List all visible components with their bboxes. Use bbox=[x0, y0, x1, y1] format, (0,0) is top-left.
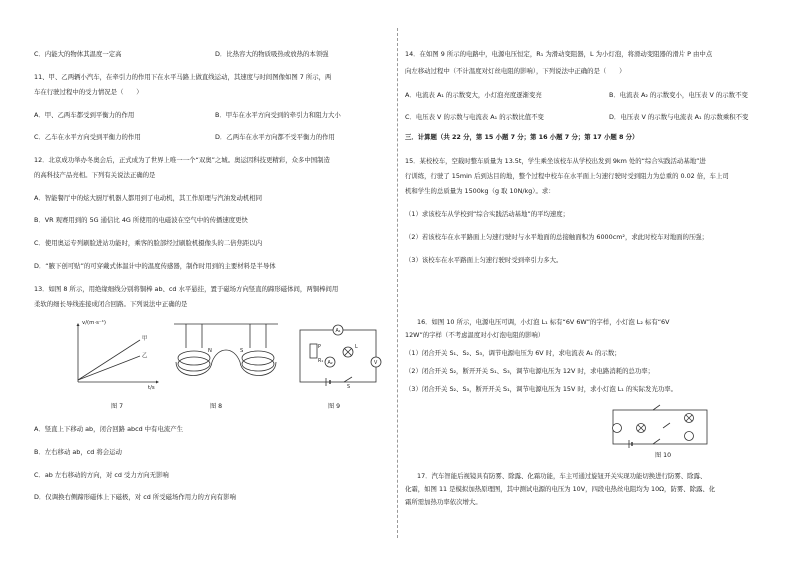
svg-text:S: S bbox=[240, 348, 244, 354]
q10-option-c: C．内能大的物体其温度一定高 bbox=[34, 50, 122, 58]
fig8-right-magnet-top bbox=[242, 351, 274, 365]
q13-option-b: B．左右移动 ab，cd 将会运动 bbox=[34, 448, 122, 456]
fig10-switch-s1 bbox=[653, 405, 660, 410]
q14-option-b: B．电流表 A₂ 的示数变小，电压表 V 的示数不变 bbox=[609, 91, 748, 99]
svg-text:R₁: R₁ bbox=[318, 359, 324, 364]
svg-text:S: S bbox=[347, 385, 351, 390]
q11-option-b: B．甲车在水平方向受到的牵引力和阻力大小 bbox=[215, 111, 341, 119]
svg-text:A₂: A₂ bbox=[327, 361, 333, 366]
q16-stem-line1: 16．如图 10 所示，电源电压可调，小灯泡 L₁ 标有“6V 6W”的字样，小灯泡 L₂ 标有“6V bbox=[417, 318, 670, 326]
fig7-line-yi-label: 乙 bbox=[142, 353, 148, 359]
fig10-switch-s3 bbox=[653, 439, 660, 444]
q16-part-3: （3）闭合开关 S₂、S₃，断开开关 S₁，调节电源电压为 15V 时，求小灯泡 L₁ 的实际发光功率。 bbox=[405, 385, 678, 393]
q17-stem-line2: 化霜，如图 11 是模拟加热原理图，其中测试电源的电压为 10V，四段电热丝电阻均为 10Ω，防雾、除露、化 bbox=[405, 485, 716, 493]
q14-option-c: C．电压表 V 的示数与电流表 A₁ 的示数比值不变 bbox=[405, 113, 544, 121]
fig7-x-arrow bbox=[156, 381, 159, 384]
fig9-rheostat bbox=[310, 344, 317, 358]
figure-10-circuit bbox=[605, 402, 715, 450]
q11-stem-line2: 车在行驶过程中的受力情况是（ ） bbox=[34, 88, 143, 96]
section-3-heading: 三．计算题（共 22 分，第 15 小题 7 分；第 16 小题 7 分；第 17 小题 8 分） bbox=[405, 133, 639, 141]
q16-part-1: （1）闭合开关 S₁、S₂、S₃，调节电源电压为 6V 时，求电流表 A₁ 的示数； bbox=[405, 349, 621, 357]
q13-stem-line1: 13．如图 8 所示，用绝缘细线分别将铜棒 ab、cd 水平悬挂，置于磁场方向竖直的蹄形磁体间，两铜棒间用 bbox=[34, 285, 339, 293]
fig10-caption: 图 10 bbox=[655, 452, 672, 459]
q15-stem-line1: 15．某校校车，空载时整车质量为 13.5t，学生乘坐该校车从学校出发到 9km 处的“综合实践活动基地”进 bbox=[405, 157, 706, 165]
q15-stem-line3: 机和学生的总质量为 1500kg（g 取 10N/kg）。求： bbox=[405, 187, 555, 195]
q10-option-d: D．比热容大的物质吸热或放热的本领强 bbox=[215, 50, 329, 58]
fig10-voltmeter bbox=[685, 432, 694, 441]
figure-7-graph bbox=[72, 322, 162, 388]
figure-9-circuit bbox=[290, 322, 386, 390]
q17-stem-line1: 17．汽车智能后视镜具有防雾、除露、化霜功能，车主可通过旋钮开关实现功能切换进行防雾、除露、 bbox=[417, 472, 707, 480]
q13-stem-line2: 柔软的细长导线连接成闭合回路。下列说法中正确的是 bbox=[34, 300, 188, 308]
q12-stem-line2: 的高科技产品亮相。下列有关说法正确的是 bbox=[34, 171, 156, 179]
q15-part-3: （3）该校车在水平路面上匀速行驶时受到牵引力多大。 bbox=[405, 256, 563, 264]
svg-text:L: L bbox=[355, 345, 358, 350]
fig7-caption: 图 7 bbox=[111, 403, 124, 410]
q16-stem-line2: 12W”的字样（不考虑温度对小灯泡电阻的影响） bbox=[405, 331, 545, 339]
q11-option-d: D．乙两车在水平方向都不受平衡力的作用 bbox=[215, 133, 335, 141]
fig8-left-magnet-bottom bbox=[178, 357, 210, 371]
q13-option-a: A．竖直上下移动 ab，闭合回路 abcd 中有电流产生 bbox=[34, 425, 184, 433]
q14-stem-line1: 14．在如图 9 所示的电路中，电源电压恒定，R₁ 为滑动变阻器，L 为小灯泡，将滑动变阻器的滑片 P 由中点 bbox=[405, 50, 713, 58]
fig9-switch bbox=[344, 377, 352, 382]
fig8-right-magnet-bottom bbox=[242, 357, 274, 371]
q12-option-d: D．“腋下创可贴”的可穿戴式体温计中的温度传感器，制作时用到的主要材料是半导体 bbox=[34, 262, 276, 270]
svg-text:A₁: A₁ bbox=[335, 329, 341, 334]
q11-stem-line1: 11、甲、乙两辆小汽车，在牵引力的作用下在水平马路上做直线运动，其速度与时间图像如图 7 所示，两 bbox=[34, 73, 332, 81]
fig8-connecting-wire bbox=[176, 350, 276, 376]
q13-option-d: D．仅调换右侧蹄形磁体上下磁极，对 cd 所受磁场作用力的方向有影响 bbox=[34, 493, 236, 501]
q13-option-c: C．ab 左右移动的方向，对 cd 受力方向无影响 bbox=[34, 471, 169, 479]
q12-option-b: B．VR 观赛用到的 5G 通信比 4G 所使用的电磁波在空气中的传播速度更快 bbox=[34, 216, 248, 224]
fig8-caption: 图 8 bbox=[210, 403, 223, 410]
fig7-y-arrow bbox=[77, 323, 80, 326]
svg-text:N: N bbox=[208, 348, 212, 354]
q14-option-a: A．电流表 A₁ 的示数变大，小灯泡亮度逐渐变亮 bbox=[405, 91, 542, 99]
fig9-caption: 图 9 bbox=[328, 403, 341, 410]
column-divider bbox=[397, 28, 398, 538]
q11-option-a: A．甲、乙两车都受到平衡力的作用 bbox=[34, 111, 135, 119]
fig10-ammeter bbox=[613, 424, 622, 433]
q14-option-d: D．电压表 V 的示数与电流表 A₁ 的示数乘积不变 bbox=[609, 113, 749, 121]
fig10-switch-s2 bbox=[663, 423, 670, 428]
q15-stem-line2: 行训练，行驶了 15min 后到达目的地，整个过程中校车在水平面上匀速行驶时受到阻力为总重的 0.02 倍，车上司 bbox=[405, 172, 729, 180]
svg-text:V: V bbox=[374, 361, 378, 366]
q12-option-c: C．使用奥运专列刷脸进站功能时，乘客的脸部经过刷脸机摄像头的二倍焦距以内 bbox=[34, 239, 263, 247]
svg-text:P: P bbox=[318, 345, 321, 350]
q12-option-a: A．智能餐厅中的炫大厨厅机器人都用到了电动机，其工作原理与汽油发动机相同 bbox=[34, 194, 263, 202]
q15-part-2: （2）若该校车在水平路面上匀速行驶时与水平地面的总接触面积为 6000cm²，求此时校车对地面的压强； bbox=[405, 233, 709, 241]
q14-stem-line2: 向左移动过程中（不计温度对灯丝电阻的影响），下列说法中正确的是（ ） bbox=[405, 67, 626, 75]
q11-option-c: C．乙车在水平方向受到平衡力的作用 bbox=[34, 133, 141, 141]
fig8-left-magnet-top bbox=[178, 351, 210, 365]
figure-8-magnets bbox=[172, 322, 280, 388]
fig7-line-jia-label: 甲 bbox=[142, 336, 148, 342]
q12-stem-line1: 12．北京成功举办冬奥会后，正式成为了世界上唯一一个“双奥”之城。奥运因科技更精彩，众多中国制造 bbox=[34, 156, 330, 164]
q17-stem-line3: 霜所需加热功率依次增大。 bbox=[405, 498, 482, 506]
q15-part-1: （1）求该校车从学校到“综合实践活动基地”的平均速度； bbox=[405, 210, 570, 218]
fig7-x-label: t/s bbox=[148, 385, 155, 391]
q16-part-2: （2）闭合开关 S₂，断开开关 S₁、S₃，调节电源电压为 12V 时，求电路消耗的总功率； bbox=[405, 367, 655, 375]
fig7-y-label: v/(m·s⁻¹) bbox=[82, 320, 106, 326]
